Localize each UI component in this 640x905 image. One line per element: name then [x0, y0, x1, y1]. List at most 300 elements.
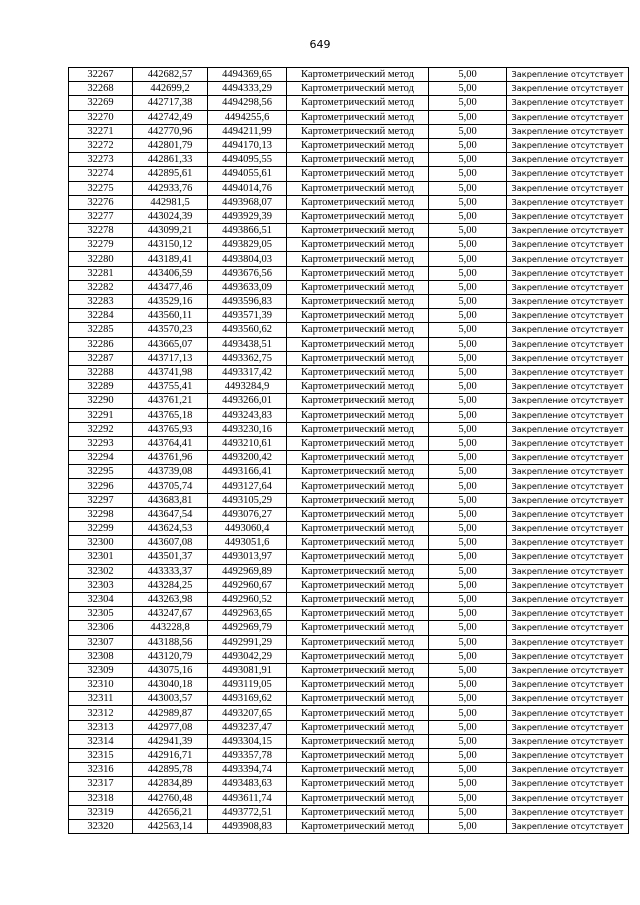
- y-coordinate-cell: 4493081,91: [208, 663, 287, 677]
- accuracy-cell: 5,00: [429, 720, 507, 734]
- x-coordinate-cell: 443705,74: [133, 479, 208, 493]
- accuracy-cell: 5,00: [429, 82, 507, 96]
- table-row: [69, 195, 629, 209]
- x-coordinate-cell: 443765,18: [133, 408, 208, 422]
- fixation-cell: Закрепление отсутствует: [507, 507, 629, 521]
- x-coordinate-cell: 443529,16: [133, 295, 208, 309]
- point-number-cell: 32295: [69, 465, 133, 479]
- y-coordinate-cell: 4494055,61: [208, 167, 287, 181]
- y-coordinate-cell: 4493210,61: [208, 436, 287, 450]
- x-coordinate-cell: 442989,87: [133, 706, 208, 720]
- x-coordinate-cell: 443755,41: [133, 380, 208, 394]
- accuracy-cell: 5,00: [429, 295, 507, 309]
- page-number: 649: [309, 38, 331, 51]
- accuracy-cell: 5,00: [429, 365, 507, 379]
- point-number-cell: 32270: [69, 110, 133, 124]
- y-coordinate-cell: 4493357,78: [208, 749, 287, 763]
- x-coordinate-cell: 443247,67: [133, 607, 208, 621]
- point-number-cell: 32272: [69, 138, 133, 152]
- table-row: [69, 678, 629, 692]
- point-number-cell: 32288: [69, 365, 133, 379]
- table-row: [69, 522, 629, 536]
- method-cell: Картометрический метод: [287, 351, 429, 365]
- fixation-cell: Закрепление отсутствует: [507, 266, 629, 280]
- accuracy-cell: 5,00: [429, 479, 507, 493]
- y-coordinate-cell: 4493394,74: [208, 763, 287, 777]
- y-coordinate-cell: 4494255,6: [208, 110, 287, 124]
- accuracy-cell: 5,00: [429, 678, 507, 692]
- accuracy-cell: 5,00: [429, 96, 507, 110]
- x-coordinate-cell: 442895,78: [133, 763, 208, 777]
- table-row: [69, 96, 629, 110]
- y-coordinate-cell: 4494014,76: [208, 181, 287, 195]
- method-cell: Картометрический метод: [287, 564, 429, 578]
- method-cell: Картометрический метод: [287, 167, 429, 181]
- fixation-cell: Закрепление отсутствует: [507, 493, 629, 507]
- y-coordinate-cell: 4492969,79: [208, 621, 287, 635]
- x-coordinate-cell: 442563,14: [133, 819, 208, 833]
- y-coordinate-cell: 4492960,52: [208, 592, 287, 606]
- point-number-cell: 32312: [69, 706, 133, 720]
- fixation-cell: Закрепление отсутствует: [507, 805, 629, 819]
- table-row: [69, 110, 629, 124]
- method-cell: Картометрический метод: [287, 68, 429, 82]
- method-cell: Картометрический метод: [287, 280, 429, 294]
- y-coordinate-cell: 4493119,05: [208, 678, 287, 692]
- point-number-cell: 32289: [69, 380, 133, 394]
- method-cell: Картометрический метод: [287, 422, 429, 436]
- accuracy-cell: 5,00: [429, 564, 507, 578]
- accuracy-cell: 5,00: [429, 309, 507, 323]
- fixation-cell: Закрепление отсутствует: [507, 380, 629, 394]
- table-row: [69, 436, 629, 450]
- fixation-cell: Закрепление отсутствует: [507, 238, 629, 252]
- accuracy-cell: 5,00: [429, 734, 507, 748]
- table-row: [69, 337, 629, 351]
- method-cell: Картометрический метод: [287, 663, 429, 677]
- table-row: [69, 266, 629, 280]
- point-number-cell: 32307: [69, 635, 133, 649]
- accuracy-cell: 5,00: [429, 167, 507, 181]
- fixation-cell: Закрепление отсутствует: [507, 578, 629, 592]
- x-coordinate-cell: 442895,61: [133, 167, 208, 181]
- table-row: [69, 734, 629, 748]
- fixation-cell: Закрепление отсутствует: [507, 82, 629, 96]
- table-row: [69, 692, 629, 706]
- method-cell: Картометрический метод: [287, 507, 429, 521]
- fixation-cell: Закрепление отсутствует: [507, 68, 629, 82]
- fixation-cell: Закрепление отсутствует: [507, 181, 629, 195]
- table-row: [69, 564, 629, 578]
- fixation-cell: Закрепление отсутствует: [507, 365, 629, 379]
- point-number-cell: 32271: [69, 124, 133, 138]
- fixation-cell: Закрепление отсутствует: [507, 607, 629, 621]
- method-cell: Картометрический метод: [287, 550, 429, 564]
- method-cell: Картометрический метод: [287, 621, 429, 635]
- point-number-cell: 32275: [69, 181, 133, 195]
- y-coordinate-cell: 4494170,13: [208, 138, 287, 152]
- method-cell: Картометрический метод: [287, 337, 429, 351]
- accuracy-cell: 5,00: [429, 224, 507, 238]
- fixation-cell: Закрепление отсутствует: [507, 309, 629, 323]
- table-row: [69, 323, 629, 337]
- point-number-cell: 32291: [69, 408, 133, 422]
- table-row: [69, 82, 629, 96]
- method-cell: Картометрический метод: [287, 295, 429, 309]
- method-cell: Картометрический метод: [287, 649, 429, 663]
- fixation-cell: Закрепление отсутствует: [507, 621, 629, 635]
- accuracy-cell: 5,00: [429, 777, 507, 791]
- x-coordinate-cell: 443761,21: [133, 394, 208, 408]
- point-number-cell: 32303: [69, 578, 133, 592]
- x-coordinate-cell: 442742,49: [133, 110, 208, 124]
- point-number-cell: 32274: [69, 167, 133, 181]
- x-coordinate-cell: 443761,96: [133, 451, 208, 465]
- accuracy-cell: 5,00: [429, 749, 507, 763]
- table-row: [69, 749, 629, 763]
- fixation-cell: Закрепление отсутствует: [507, 295, 629, 309]
- x-coordinate-cell: 442801,79: [133, 138, 208, 152]
- point-number-cell: 32299: [69, 522, 133, 536]
- point-number-cell: 32300: [69, 536, 133, 550]
- y-coordinate-cell: 4493929,39: [208, 209, 287, 223]
- method-cell: Картометрический метод: [287, 592, 429, 606]
- method-cell: Картометрический метод: [287, 720, 429, 734]
- method-cell: Картометрический метод: [287, 323, 429, 337]
- table-row: [69, 138, 629, 152]
- point-number-cell: 32308: [69, 649, 133, 663]
- x-coordinate-cell: 442699,2: [133, 82, 208, 96]
- table-row: [69, 68, 629, 82]
- fixation-cell: Закрепление отсутствует: [507, 536, 629, 550]
- method-cell: Картометрический метод: [287, 522, 429, 536]
- point-number-cell: 32306: [69, 621, 133, 635]
- method-cell: Картометрический метод: [287, 380, 429, 394]
- x-coordinate-cell: 443003,57: [133, 692, 208, 706]
- y-coordinate-cell: 4493804,03: [208, 252, 287, 266]
- x-coordinate-cell: 442717,38: [133, 96, 208, 110]
- method-cell: Картометрический метод: [287, 96, 429, 110]
- table-row: [69, 635, 629, 649]
- accuracy-cell: 5,00: [429, 791, 507, 805]
- table-row: [69, 252, 629, 266]
- method-cell: Картометрический метод: [287, 734, 429, 748]
- fixation-cell: Закрепление отсутствует: [507, 635, 629, 649]
- accuracy-cell: 5,00: [429, 280, 507, 294]
- fixation-cell: Закрепление отсутствует: [507, 678, 629, 692]
- fixation-cell: Закрепление отсутствует: [507, 819, 629, 833]
- x-coordinate-cell: 443075,16: [133, 663, 208, 677]
- method-cell: Картометрический метод: [287, 408, 429, 422]
- x-coordinate-cell: 443624,53: [133, 522, 208, 536]
- method-cell: Картометрический метод: [287, 706, 429, 720]
- fixation-cell: Закрепление отсутствует: [507, 592, 629, 606]
- accuracy-cell: 5,00: [429, 763, 507, 777]
- table-row: [69, 351, 629, 365]
- point-number-cell: 32280: [69, 252, 133, 266]
- method-cell: Картометрический метод: [287, 110, 429, 124]
- point-number-cell: 32301: [69, 550, 133, 564]
- x-coordinate-cell: 443570,23: [133, 323, 208, 337]
- x-coordinate-cell: 442682,57: [133, 68, 208, 82]
- x-coordinate-cell: 443607,08: [133, 536, 208, 550]
- y-coordinate-cell: 4493633,09: [208, 280, 287, 294]
- x-coordinate-cell: 443741,98: [133, 365, 208, 379]
- method-cell: Картометрический метод: [287, 436, 429, 450]
- table-row: [69, 451, 629, 465]
- accuracy-cell: 5,00: [429, 607, 507, 621]
- y-coordinate-cell: 4493243,83: [208, 408, 287, 422]
- y-coordinate-cell: 4493596,83: [208, 295, 287, 309]
- table-row: [69, 663, 629, 677]
- accuracy-cell: 5,00: [429, 209, 507, 223]
- point-number-cell: 32284: [69, 309, 133, 323]
- fixation-cell: Закрепление отсутствует: [507, 124, 629, 138]
- accuracy-cell: 5,00: [429, 153, 507, 167]
- x-coordinate-cell: 443040,18: [133, 678, 208, 692]
- point-number-cell: 32268: [69, 82, 133, 96]
- x-coordinate-cell: 443099,21: [133, 224, 208, 238]
- accuracy-cell: 5,00: [429, 692, 507, 706]
- method-cell: Картометрический метод: [287, 394, 429, 408]
- accuracy-cell: 5,00: [429, 507, 507, 521]
- fixation-cell: Закрепление отсутствует: [507, 734, 629, 748]
- x-coordinate-cell: 443228,8: [133, 621, 208, 635]
- y-coordinate-cell: 4493013,97: [208, 550, 287, 564]
- accuracy-cell: 5,00: [429, 252, 507, 266]
- point-number-cell: 32294: [69, 451, 133, 465]
- accuracy-cell: 5,00: [429, 422, 507, 436]
- point-number-cell: 32309: [69, 663, 133, 677]
- fixation-cell: Закрепление отсутствует: [507, 564, 629, 578]
- y-coordinate-cell: 4493105,29: [208, 493, 287, 507]
- y-coordinate-cell: 4494333,29: [208, 82, 287, 96]
- y-coordinate-cell: 4493237,47: [208, 720, 287, 734]
- table-row: [69, 365, 629, 379]
- fixation-cell: Закрепление отсутствует: [507, 195, 629, 209]
- method-cell: Картометрический метод: [287, 365, 429, 379]
- table-row: [69, 238, 629, 252]
- x-coordinate-cell: 442977,08: [133, 720, 208, 734]
- x-coordinate-cell: 443189,41: [133, 252, 208, 266]
- table-row: [69, 295, 629, 309]
- point-number-cell: 32296: [69, 479, 133, 493]
- y-coordinate-cell: 4494095,55: [208, 153, 287, 167]
- accuracy-cell: 5,00: [429, 238, 507, 252]
- x-coordinate-cell: 442916,71: [133, 749, 208, 763]
- accuracy-cell: 5,00: [429, 337, 507, 351]
- fixation-cell: Закрепление отсутствует: [507, 465, 629, 479]
- accuracy-cell: 5,00: [429, 110, 507, 124]
- x-coordinate-cell: 442760,48: [133, 791, 208, 805]
- method-cell: Картометрический метод: [287, 252, 429, 266]
- table-body: [69, 68, 629, 834]
- accuracy-cell: 5,00: [429, 805, 507, 819]
- table-row: [69, 408, 629, 422]
- fixation-cell: Закрепление отсутствует: [507, 280, 629, 294]
- y-coordinate-cell: 4493317,42: [208, 365, 287, 379]
- point-number-cell: 32316: [69, 763, 133, 777]
- method-cell: Картометрический метод: [287, 238, 429, 252]
- point-number-cell: 32282: [69, 280, 133, 294]
- accuracy-cell: 5,00: [429, 181, 507, 195]
- method-cell: Картометрический метод: [287, 153, 429, 167]
- point-number-cell: 32276: [69, 195, 133, 209]
- fixation-cell: Закрепление отсутствует: [507, 777, 629, 791]
- method-cell: Картометрический метод: [287, 465, 429, 479]
- method-cell: Картометрический метод: [287, 138, 429, 152]
- table-row: [69, 380, 629, 394]
- y-coordinate-cell: 4493284,9: [208, 380, 287, 394]
- table-row: [69, 649, 629, 663]
- y-coordinate-cell: 4493611,74: [208, 791, 287, 805]
- y-coordinate-cell: 4493968,07: [208, 195, 287, 209]
- fixation-cell: Закрепление отсутствует: [507, 422, 629, 436]
- y-coordinate-cell: 4493207,65: [208, 706, 287, 720]
- table-row: [69, 578, 629, 592]
- point-number-cell: 32304: [69, 592, 133, 606]
- fixation-cell: Закрепление отсутствует: [507, 479, 629, 493]
- accuracy-cell: 5,00: [429, 819, 507, 833]
- point-number-cell: 32292: [69, 422, 133, 436]
- y-coordinate-cell: 4493908,83: [208, 819, 287, 833]
- point-number-cell: 32317: [69, 777, 133, 791]
- x-coordinate-cell: 443501,37: [133, 550, 208, 564]
- fixation-cell: Закрепление отсутствует: [507, 720, 629, 734]
- fixation-cell: Закрепление отсутствует: [507, 550, 629, 564]
- fixation-cell: Закрепление отсутствует: [507, 252, 629, 266]
- table-row: [69, 280, 629, 294]
- y-coordinate-cell: 4493200,42: [208, 451, 287, 465]
- table-row: [69, 592, 629, 606]
- fixation-cell: Закрепление отсутствует: [507, 451, 629, 465]
- method-cell: Картометрический метод: [287, 607, 429, 621]
- x-coordinate-cell: 443665,07: [133, 337, 208, 351]
- accuracy-cell: 5,00: [429, 124, 507, 138]
- point-number-cell: 32297: [69, 493, 133, 507]
- accuracy-cell: 5,00: [429, 592, 507, 606]
- method-cell: Картометрический метод: [287, 763, 429, 777]
- y-coordinate-cell: 4493772,51: [208, 805, 287, 819]
- fixation-cell: Закрепление отсутствует: [507, 337, 629, 351]
- table-row: [69, 791, 629, 805]
- point-number-cell: 32287: [69, 351, 133, 365]
- y-coordinate-cell: 4493166,41: [208, 465, 287, 479]
- fixation-cell: Закрепление отсутствует: [507, 323, 629, 337]
- accuracy-cell: 5,00: [429, 408, 507, 422]
- x-coordinate-cell: 443120,79: [133, 649, 208, 663]
- method-cell: Картометрический метод: [287, 209, 429, 223]
- fixation-cell: Закрепление отсутствует: [507, 522, 629, 536]
- table-row: [69, 465, 629, 479]
- x-coordinate-cell: 443406,59: [133, 266, 208, 280]
- table-row: [69, 720, 629, 734]
- y-coordinate-cell: 4493076,27: [208, 507, 287, 521]
- point-number-cell: 32273: [69, 153, 133, 167]
- point-number-cell: 32305: [69, 607, 133, 621]
- y-coordinate-cell: 4493304,15: [208, 734, 287, 748]
- point-number-cell: 32277: [69, 209, 133, 223]
- fixation-cell: Закрепление отсутствует: [507, 408, 629, 422]
- x-coordinate-cell: 443683,81: [133, 493, 208, 507]
- method-cell: Картометрический метод: [287, 805, 429, 819]
- x-coordinate-cell: 443739,08: [133, 465, 208, 479]
- fixation-cell: Закрепление отсутствует: [507, 763, 629, 777]
- y-coordinate-cell: 4493571,39: [208, 309, 287, 323]
- accuracy-cell: 5,00: [429, 706, 507, 720]
- y-coordinate-cell: 4492963,65: [208, 607, 287, 621]
- point-number-cell: 32310: [69, 678, 133, 692]
- method-cell: Картометрический метод: [287, 635, 429, 649]
- point-number-cell: 32293: [69, 436, 133, 450]
- y-coordinate-cell: 4494211,99: [208, 124, 287, 138]
- y-coordinate-cell: 4493127,64: [208, 479, 287, 493]
- accuracy-cell: 5,00: [429, 465, 507, 479]
- method-cell: Картометрический метод: [287, 451, 429, 465]
- method-cell: Картометрический метод: [287, 195, 429, 209]
- accuracy-cell: 5,00: [429, 522, 507, 536]
- y-coordinate-cell: 4494369,65: [208, 68, 287, 82]
- method-cell: Картометрический метод: [287, 819, 429, 833]
- table-row: [69, 422, 629, 436]
- table-row: [69, 153, 629, 167]
- point-number-cell: 32285: [69, 323, 133, 337]
- y-coordinate-cell: 4493042,29: [208, 649, 287, 663]
- x-coordinate-cell: 442770,96: [133, 124, 208, 138]
- point-number-cell: 32283: [69, 295, 133, 309]
- accuracy-cell: 5,00: [429, 68, 507, 82]
- fixation-cell: Закрепление отсутствует: [507, 649, 629, 663]
- method-cell: Картометрический метод: [287, 777, 429, 791]
- accuracy-cell: 5,00: [429, 493, 507, 507]
- table-row: [69, 777, 629, 791]
- y-coordinate-cell: 4493051,6: [208, 536, 287, 550]
- accuracy-cell: 5,00: [429, 635, 507, 649]
- fixation-cell: Закрепление отсутствует: [507, 138, 629, 152]
- fixation-cell: Закрепление отсутствует: [507, 791, 629, 805]
- y-coordinate-cell: 4494298,56: [208, 96, 287, 110]
- y-coordinate-cell: 4493483,63: [208, 777, 287, 791]
- accuracy-cell: 5,00: [429, 195, 507, 209]
- x-coordinate-cell: 442656,21: [133, 805, 208, 819]
- x-coordinate-cell: 443477,46: [133, 280, 208, 294]
- fixation-cell: Закрепление отсутствует: [507, 96, 629, 110]
- table-row: [69, 224, 629, 238]
- x-coordinate-cell: 443560,11: [133, 309, 208, 323]
- x-coordinate-cell: 443333,37: [133, 564, 208, 578]
- accuracy-cell: 5,00: [429, 266, 507, 280]
- method-cell: Картометрический метод: [287, 124, 429, 138]
- table-row: [69, 550, 629, 564]
- point-number-cell: 32269: [69, 96, 133, 110]
- method-cell: Картометрический метод: [287, 692, 429, 706]
- fixation-cell: Закрепление отсутствует: [507, 167, 629, 181]
- point-number-cell: 32290: [69, 394, 133, 408]
- x-coordinate-cell: 442933,76: [133, 181, 208, 195]
- table-row: [69, 124, 629, 138]
- table-row: [69, 209, 629, 223]
- y-coordinate-cell: 4493060,4: [208, 522, 287, 536]
- method-cell: Картометрический метод: [287, 224, 429, 238]
- point-number-cell: 32319: [69, 805, 133, 819]
- x-coordinate-cell: 443188,56: [133, 635, 208, 649]
- table-row: [69, 819, 629, 833]
- point-number-cell: 32320: [69, 819, 133, 833]
- point-number-cell: 32313: [69, 720, 133, 734]
- y-coordinate-cell: 4493230,16: [208, 422, 287, 436]
- table-row: [69, 805, 629, 819]
- fixation-cell: Закрепление отсутствует: [507, 663, 629, 677]
